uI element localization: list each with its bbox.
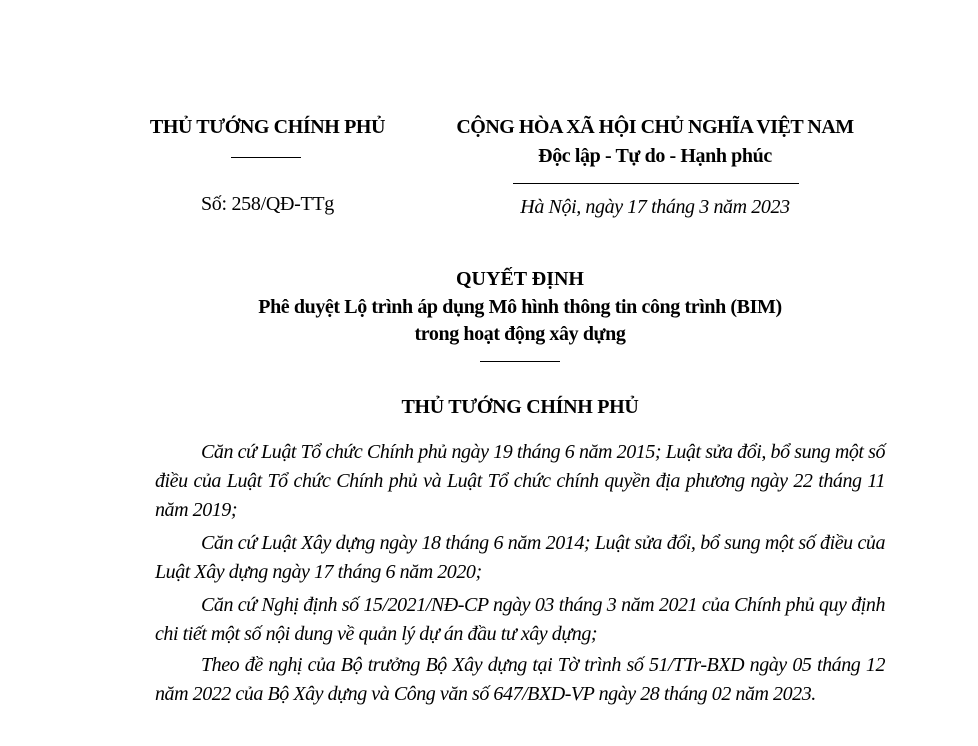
document-type: QUYẾT ĐỊNH [456,268,584,290]
legal-basis-paragraph: Căn cứ Nghị định số 15/2021/NĐ-CP ngày 03 tháng 3 năm 2021 của Chính phủ quy định chi tiết một số nội dung về quản lý dự án đầu tư xây dựng; [155,594,885,645]
place-date: Hà Nội, ngày 17 tháng 3 năm 2023 [520,196,790,218]
divider [513,183,799,184]
national-motto: Độc lập - Tự do - Hạnh phúc [538,145,772,167]
document-subject-line2: trong hoạt động xây dựng [414,323,626,345]
issuer-heading: THỦ TƯỚNG CHÍNH PHỦ [401,396,639,418]
legal-basis-paragraph: Căn cứ Luật Tổ chức Chính phủ ngày 19 tháng 6 năm 2015; Luật sửa đổi, bổ sung một số điều của Luật Tổ chức Chính phủ và Luật Tổ chức chính quyền địa phương ngày 22 tháng 11 năm 2019; [155,441,885,521]
document-number: Số: 258/QĐ-TTg [200,193,335,215]
issuing-agency: THỦ TƯỚNG CHÍNH PHỦ [149,116,386,138]
divider [231,157,301,158]
document-subject: Phê duyệt Lộ trình áp dụng Mô hình thông tin công trình (BIM) [258,296,782,318]
country-name: CỘNG HÒA XÃ HỘI CHỦ NGHĨA VIỆT NAM [456,116,854,138]
legal-basis-paragraph: Căn cứ Luật Xây dựng ngày 18 tháng 6 năm 2014; Luật sửa đổi, bổ sung một số điều của Luật Xây dựng ngày 17 tháng 6 năm 2020; [155,532,885,583]
divider [480,361,560,362]
proposal-paragraph: Theo đề nghị của Bộ trưởng Bộ Xây dựng tại Tờ trình số 51/TTr-BXD ngày 05 tháng 12 năm 2022 của Bộ Xây dựng và Công văn số 647/BXD-VP ngày 28 tháng 02 năm 2023. [155,654,885,705]
